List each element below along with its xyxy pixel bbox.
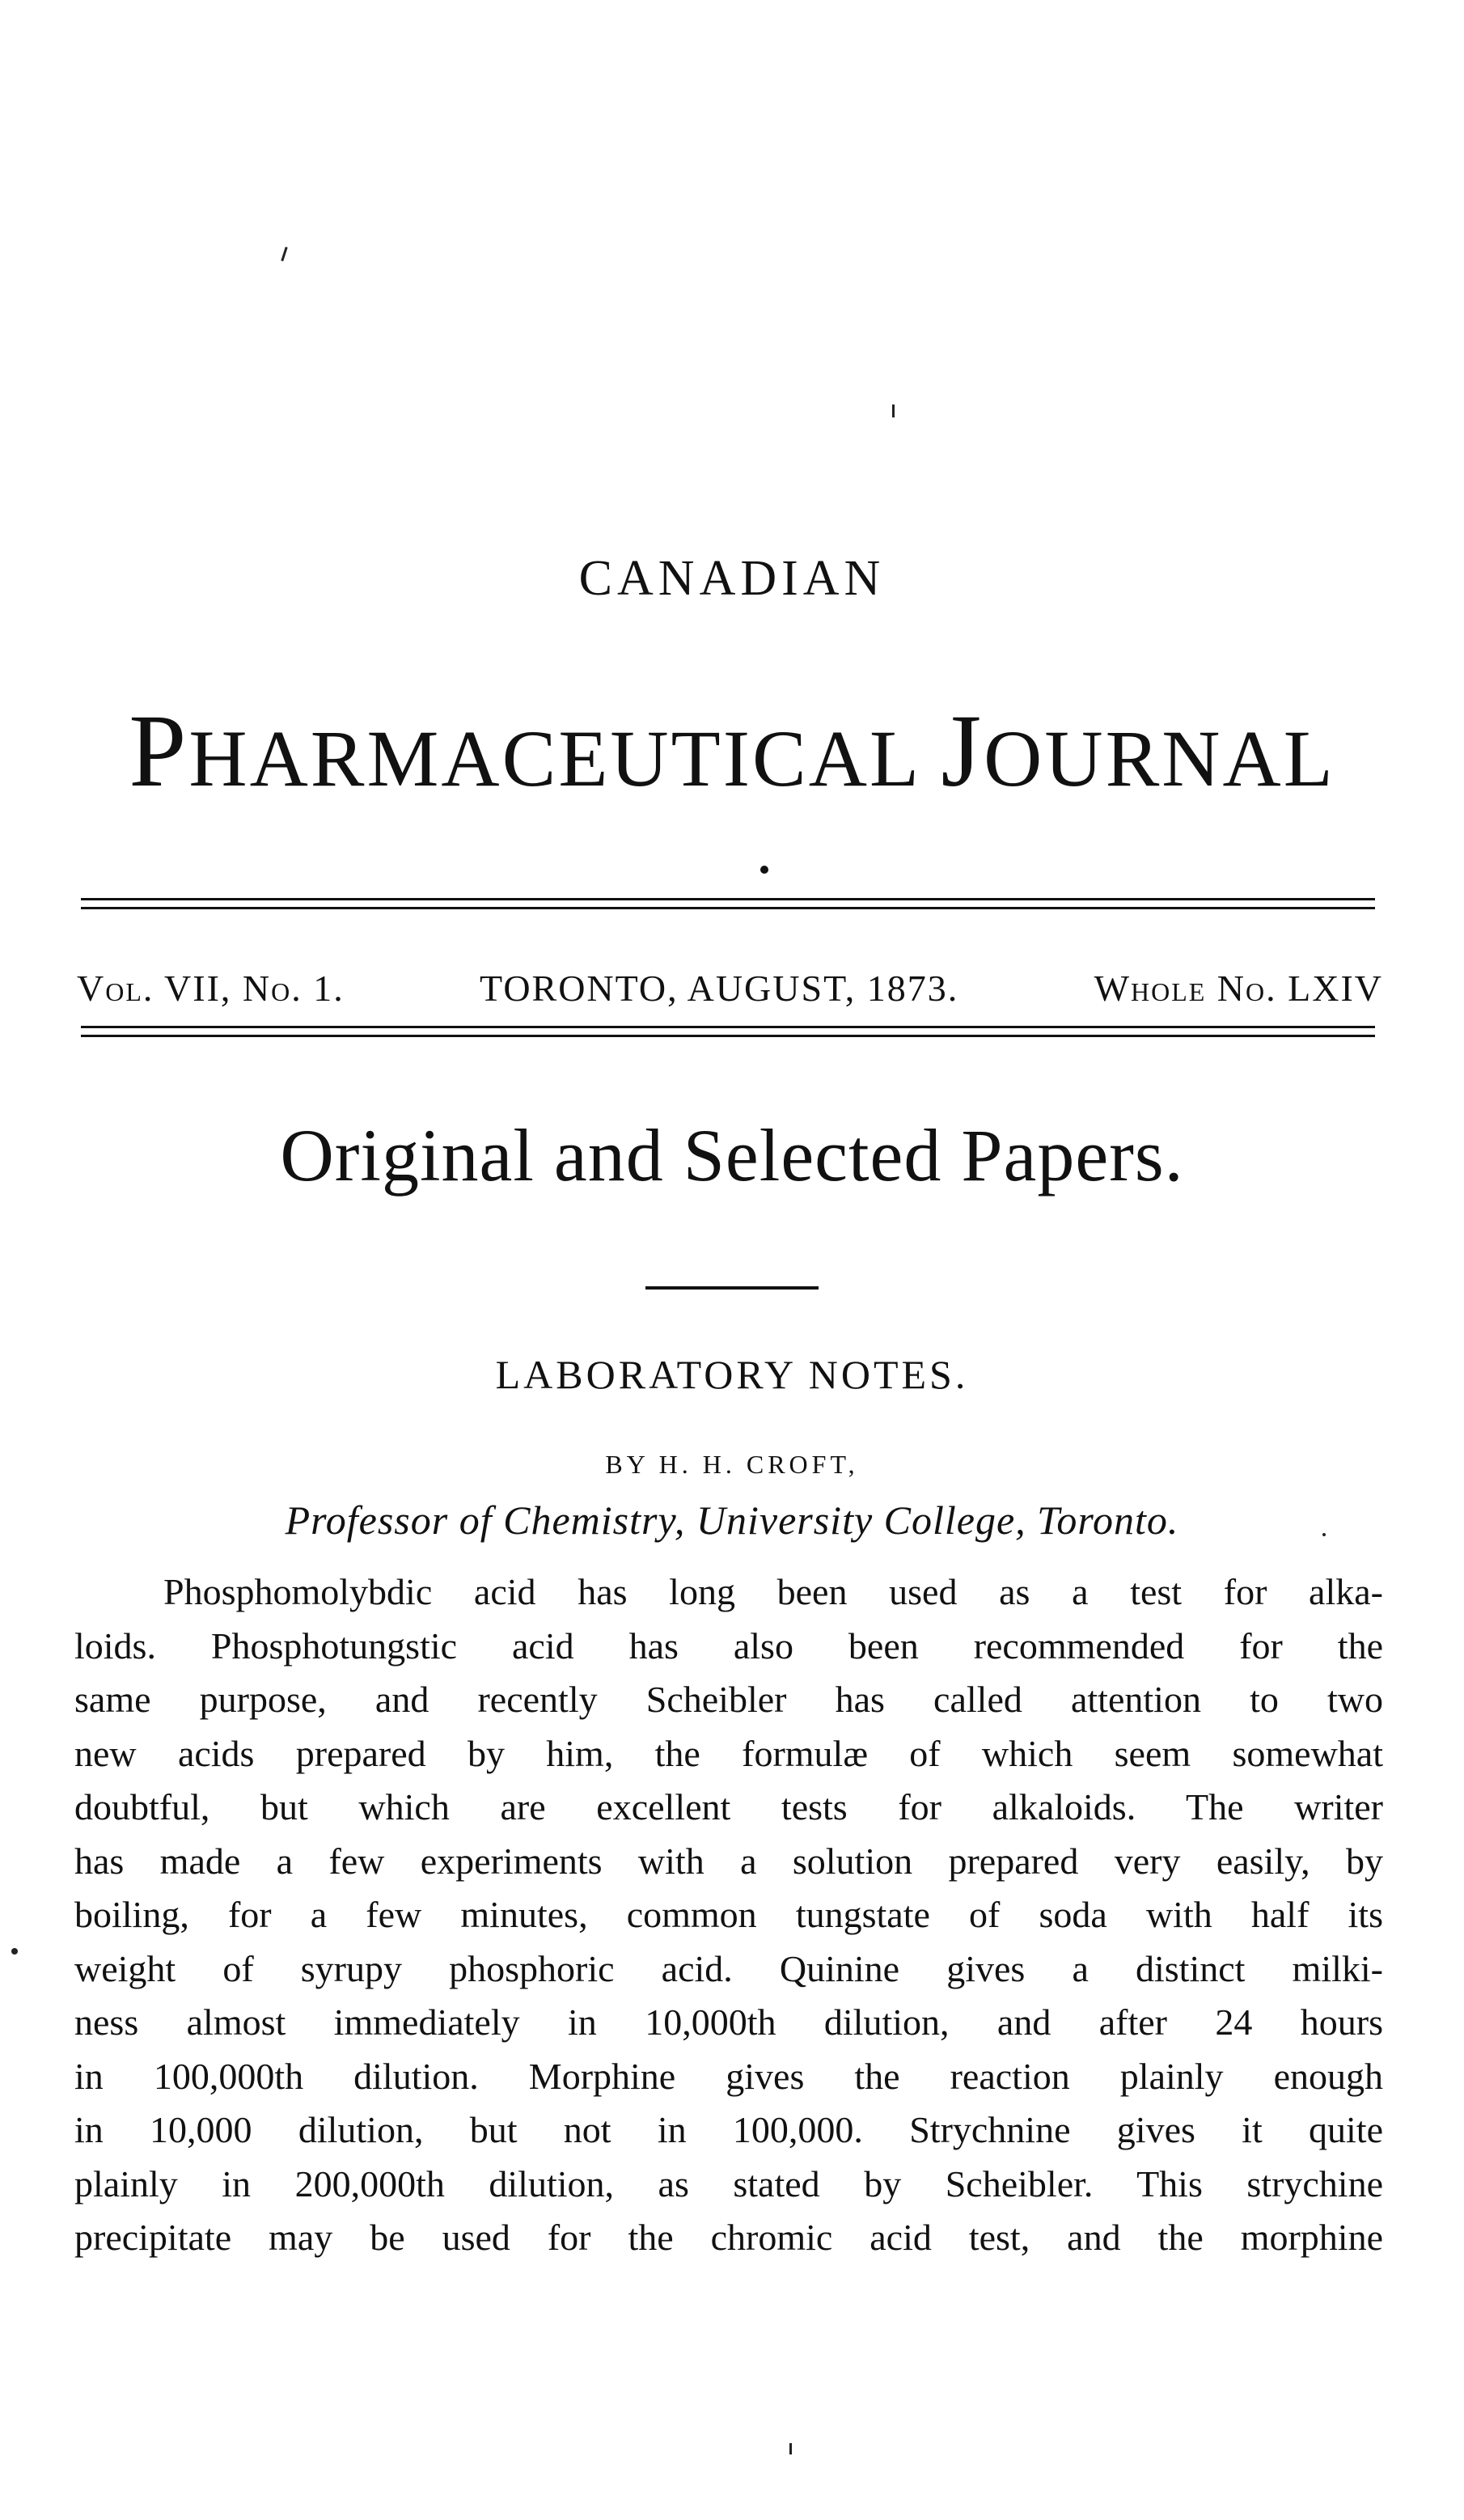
body-line: in 10,000 dilution, but not in 100,000. Strychnine gives it quite: [74, 2109, 1383, 2150]
article-byline: BY H. H. CROFT,: [605, 1450, 859, 1479]
double-rule-bottom: [81, 1026, 1375, 1028]
journal-title-initial-p: P: [129, 693, 189, 808]
paper-speck: [789, 2443, 792, 2454]
body-line: plainly in 200,000th dilution, as stated by Scheibler. This strychine: [74, 2162, 1383, 2204]
body-line: Phosphomolybdic acid has long been used as a test for alka-: [163, 1571, 1383, 1612]
paper-speck: [281, 247, 287, 261]
issue-whole-number: Whole No. LXIV: [1094, 968, 1383, 1009]
issue-volume: Vol. VII, No. 1.: [77, 968, 345, 1009]
body-line: boiling, for a few minutes, common tungstate of soda with half its: [74, 1894, 1383, 1935]
masthead-top-line: CANADIAN: [578, 551, 886, 606]
paper-speck: [1322, 1533, 1326, 1536]
body-line: doubtful, but which are excellent tests for alkaloids. The writer: [74, 1786, 1383, 1828]
body-line: loids. Phosphotungstic acid has also been recommended for the: [74, 1624, 1383, 1667]
author-affiliation: Professor of Chemistry, University College, Toronto.: [285, 1497, 1179, 1543]
article-title: LABORATORY NOTES.: [495, 1352, 969, 1397]
body-line: in 100,000th dilution. Morphine gives the reaction plainly enough: [74, 2055, 1383, 2097]
section-heading: Original and Selected Papers.: [280, 1114, 1184, 1196]
body-line: weight of syrupy phosphoric acid. Quinine gives a distinct milki-: [74, 1947, 1383, 1989]
article-body: [74, 1565, 1383, 2265]
body-line: precipitate may be used for the chromic acid test, and the morphine: [74, 2217, 1383, 2258]
journal-title-part-1: HARMACEUTICAL: [188, 714, 941, 803]
issue-place-date: TORONTO, AUGUST, 1873.: [480, 968, 959, 1009]
ornament-dot: [760, 866, 768, 874]
body-line: new acids prepared by him, the formulæ of which seem somewhat: [74, 1732, 1383, 1774]
body-line: same purpose, and recently Scheibler has called attention to two: [74, 1679, 1383, 1720]
issue-line: [77, 967, 1383, 1010]
journal-title: [73, 692, 1391, 811]
journal-title-initial-j: J: [941, 693, 984, 808]
double-rule-top: [81, 898, 1375, 900]
paper-speck: [11, 1948, 18, 1955]
body-line: ness almost immediately in 10,000th dilution, and after 24 hours: [74, 2001, 1383, 2043]
journal-title-part-2: OURNAL: [984, 714, 1335, 803]
paper-speck: [892, 404, 895, 417]
section-divider: [645, 1286, 819, 1290]
body-line: has made a few experiments with a solution prepared very easily, by: [74, 1840, 1383, 1882]
